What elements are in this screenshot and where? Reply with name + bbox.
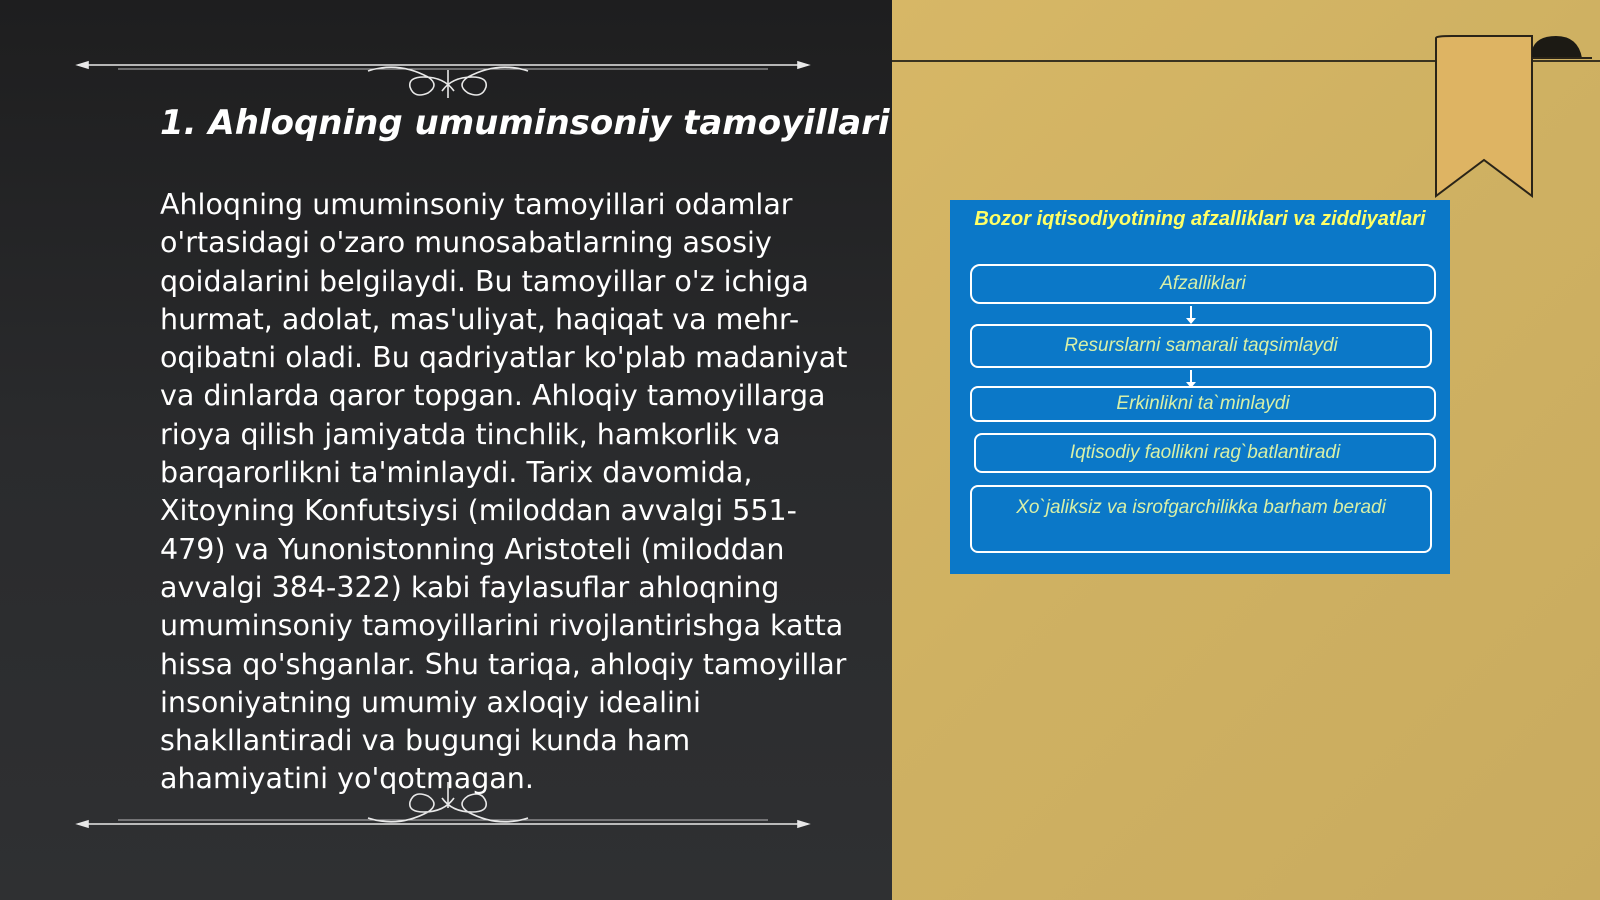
top-ornament-divider	[68, 40, 828, 100]
diagram-box-advantages	[970, 264, 1436, 304]
slide-title: 1. Ahloqning umuminsoniy tamoyillari	[160, 103, 890, 143]
diagram-box-label: Afzalliklari	[1160, 273, 1246, 294]
bookmark-ribbon	[1432, 30, 1592, 200]
diagram-box-activity	[974, 433, 1436, 473]
market-economy-diagram	[950, 200, 1450, 574]
diagram-arrow	[1190, 306, 1192, 320]
diagram-title: Bozor iqtisodiyotining afzalliklari va ziddiyatlari	[974, 208, 1426, 230]
diagram-box-freedom	[970, 386, 1436, 422]
diagram-box-waste	[970, 485, 1432, 553]
diagram-box-label: Erkinlikni ta`minlaydi	[1116, 393, 1290, 414]
diagram-box-label: Xo`jaliksiz va isrofgarchilikka barham beradi	[1016, 497, 1386, 518]
diagram-box-label: Iqtisodiy faollikni rag`batlantiradi	[1069, 442, 1341, 463]
diagram-arrow	[1190, 370, 1192, 384]
slide-body-text: Ahloqning umuminsoniy tamoyillari odamlar o'rtasidagi o'zaro munosabatlarning asosiy qoidalarini belgilaydi. Bu tamoyillar o'z ichiga hurmat, adolat, mas'uliyat, haqiqat va mehr-oqibatni oladi. Bu qadriyatlar ko'plab madaniyat va dinlarda qaror topgan. Ahloqiy tamoyillarga rioya qilish jamiyatda tinchlik, hamkorlik va barqarorlikni ta'minlaydi. Tarix davomida, Xitoyning Konfutsiysi (miloddan avvalgi 551-479) va Yunonistonning Aristoteli (miloddan avvalgi 384-322) kabi faylasuflar ahloqning umuminsoniy tamoyillarini rivojlantirishga katta hissa qo'shganlar. Shu tariqa, ahloqiy tamoyillar insoniyatning umumiy axloqiy idealini shakllantiradi va bugungi kunda ham ahamiyatini yo'qotmagan.	[160, 188, 848, 796]
diagram-box-label: Resurslarni samarali taqsimlaydi	[1064, 335, 1338, 356]
diagram-box-resources	[970, 324, 1432, 368]
